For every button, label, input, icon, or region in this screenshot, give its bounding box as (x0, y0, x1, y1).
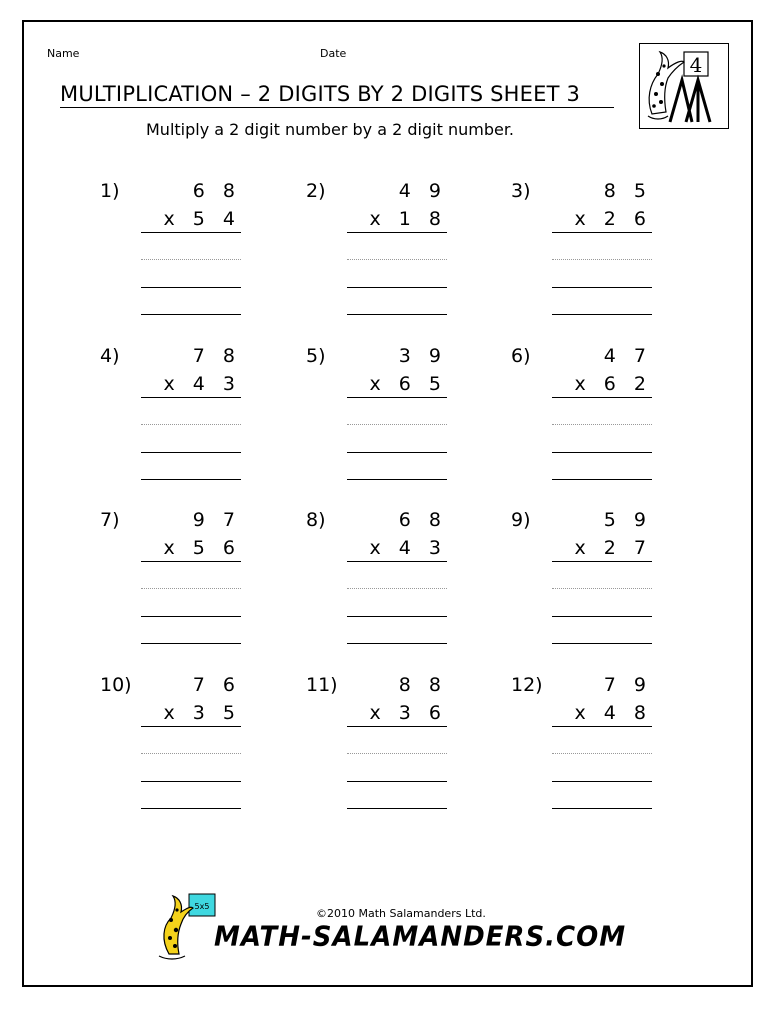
partial-product-line (347, 588, 447, 589)
answer-line (347, 287, 447, 288)
answer-line (141, 808, 241, 809)
answer-line (552, 616, 652, 617)
problem-7 (100, 509, 241, 649)
multiplicand: 8 8 (398, 674, 447, 696)
sign-text: 5x5 (194, 902, 210, 911)
multiplicand: 4 7 (603, 345, 652, 367)
partial-product-line (141, 259, 241, 260)
problem-10 (100, 674, 241, 814)
problem-number: 12) (511, 674, 543, 696)
problem-number: 9) (511, 509, 531, 531)
operator-line (552, 397, 652, 398)
answer-line (141, 616, 241, 617)
operator-line (347, 397, 447, 398)
partial-product-line (347, 753, 447, 754)
partial-product-line (141, 424, 241, 425)
problem-number: 3) (511, 180, 531, 202)
multiplier: x 2 6 (574, 208, 652, 230)
multiplier: x 1 8 (369, 208, 447, 230)
multiplier: x 5 4 (163, 208, 241, 230)
answer-line (347, 616, 447, 617)
problem-11 (306, 674, 447, 814)
page-subtitle: Multiply a 2 digit number by a 2 digit number. (146, 120, 515, 139)
operator-line (552, 561, 652, 562)
answer-line (552, 643, 652, 644)
partial-product-line (552, 259, 652, 260)
answer-line (552, 781, 652, 782)
partial-product-line (552, 424, 652, 425)
answer-line (141, 643, 241, 644)
problem-number: 2) (306, 180, 326, 202)
answer-line (141, 479, 241, 480)
grade-logo (639, 43, 729, 129)
problem-8 (306, 509, 447, 649)
date-label: Date (320, 47, 347, 60)
operator-line (347, 232, 447, 233)
multiplicand: 3 9 (398, 345, 447, 367)
answer-line (141, 781, 241, 782)
operator-line (552, 726, 652, 727)
multiplicand: 7 6 (192, 674, 241, 696)
multiplier: x 4 3 (369, 537, 447, 559)
multiplier: x 4 8 (574, 702, 652, 724)
partial-product-line (347, 424, 447, 425)
operator-line (347, 561, 447, 562)
problem-4 (100, 345, 241, 485)
multiplier: x 4 3 (163, 373, 241, 395)
problem-number: 7) (100, 509, 120, 531)
partial-product-line (347, 259, 447, 260)
multiplier: x 2 7 (574, 537, 652, 559)
problem-number: 1) (100, 180, 120, 202)
answer-line (347, 808, 447, 809)
multiplicand: 7 9 (603, 674, 652, 696)
multiplicand: 5 9 (603, 509, 652, 531)
operator-line (347, 726, 447, 727)
problem-6 (511, 345, 652, 485)
answer-line (552, 808, 652, 809)
multiplicand: 9 7 (192, 509, 241, 531)
multiplicand: 6 8 (398, 509, 447, 531)
answer-line (552, 314, 652, 315)
problem-2 (306, 180, 447, 320)
answer-line (141, 452, 241, 453)
page-border (22, 20, 753, 987)
answer-line (141, 287, 241, 288)
multiplier: x 3 5 (163, 702, 241, 724)
multiplier: x 6 2 (574, 373, 652, 395)
answer-line (347, 452, 447, 453)
problem-number: 8) (306, 509, 326, 531)
problem-number: 6) (511, 345, 531, 367)
problem-9 (511, 509, 652, 649)
problem-number: 5) (306, 345, 326, 367)
answer-line (552, 452, 652, 453)
problem-12 (511, 674, 652, 814)
problem-3 (511, 180, 652, 320)
operator-line (141, 397, 241, 398)
multiplicand: 4 9 (398, 180, 447, 202)
multiplier: x 6 5 (369, 373, 447, 395)
problem-number: 4) (100, 345, 120, 367)
operator-line (141, 561, 241, 562)
brand-wordmark: MATH-SALAMANDERS.COM (214, 921, 627, 953)
partial-product-line (141, 588, 241, 589)
partial-product-line (141, 753, 241, 754)
copyright-text: ©2010 Math Salamanders Ltd. (316, 907, 486, 920)
answer-line (552, 287, 652, 288)
answer-line (552, 479, 652, 480)
answer-line (141, 314, 241, 315)
problem-number: 11) (306, 674, 338, 696)
answer-line (347, 314, 447, 315)
partial-product-line (552, 753, 652, 754)
answer-line (347, 781, 447, 782)
operator-line (552, 232, 652, 233)
multiplicand: 8 5 (603, 180, 652, 202)
operator-line (141, 232, 241, 233)
multiplicand: 7 8 (192, 345, 241, 367)
answer-line (347, 479, 447, 480)
multiplier: x 5 6 (163, 537, 241, 559)
partial-product-line (552, 588, 652, 589)
salamander-logo-icon (640, 44, 727, 127)
problem-1 (100, 180, 241, 320)
problem-5 (306, 345, 447, 485)
answer-line (347, 643, 447, 644)
name-label: Name (47, 47, 80, 60)
page-title: MULTIPLICATION – 2 DIGITS BY 2 DIGITS SHEET 3 (60, 82, 614, 108)
multiplicand: 6 8 (192, 180, 241, 202)
multiplier: x 3 6 (369, 702, 447, 724)
problem-number: 10) (100, 674, 132, 696)
grade-number: 4 (689, 53, 703, 77)
operator-line (141, 726, 241, 727)
